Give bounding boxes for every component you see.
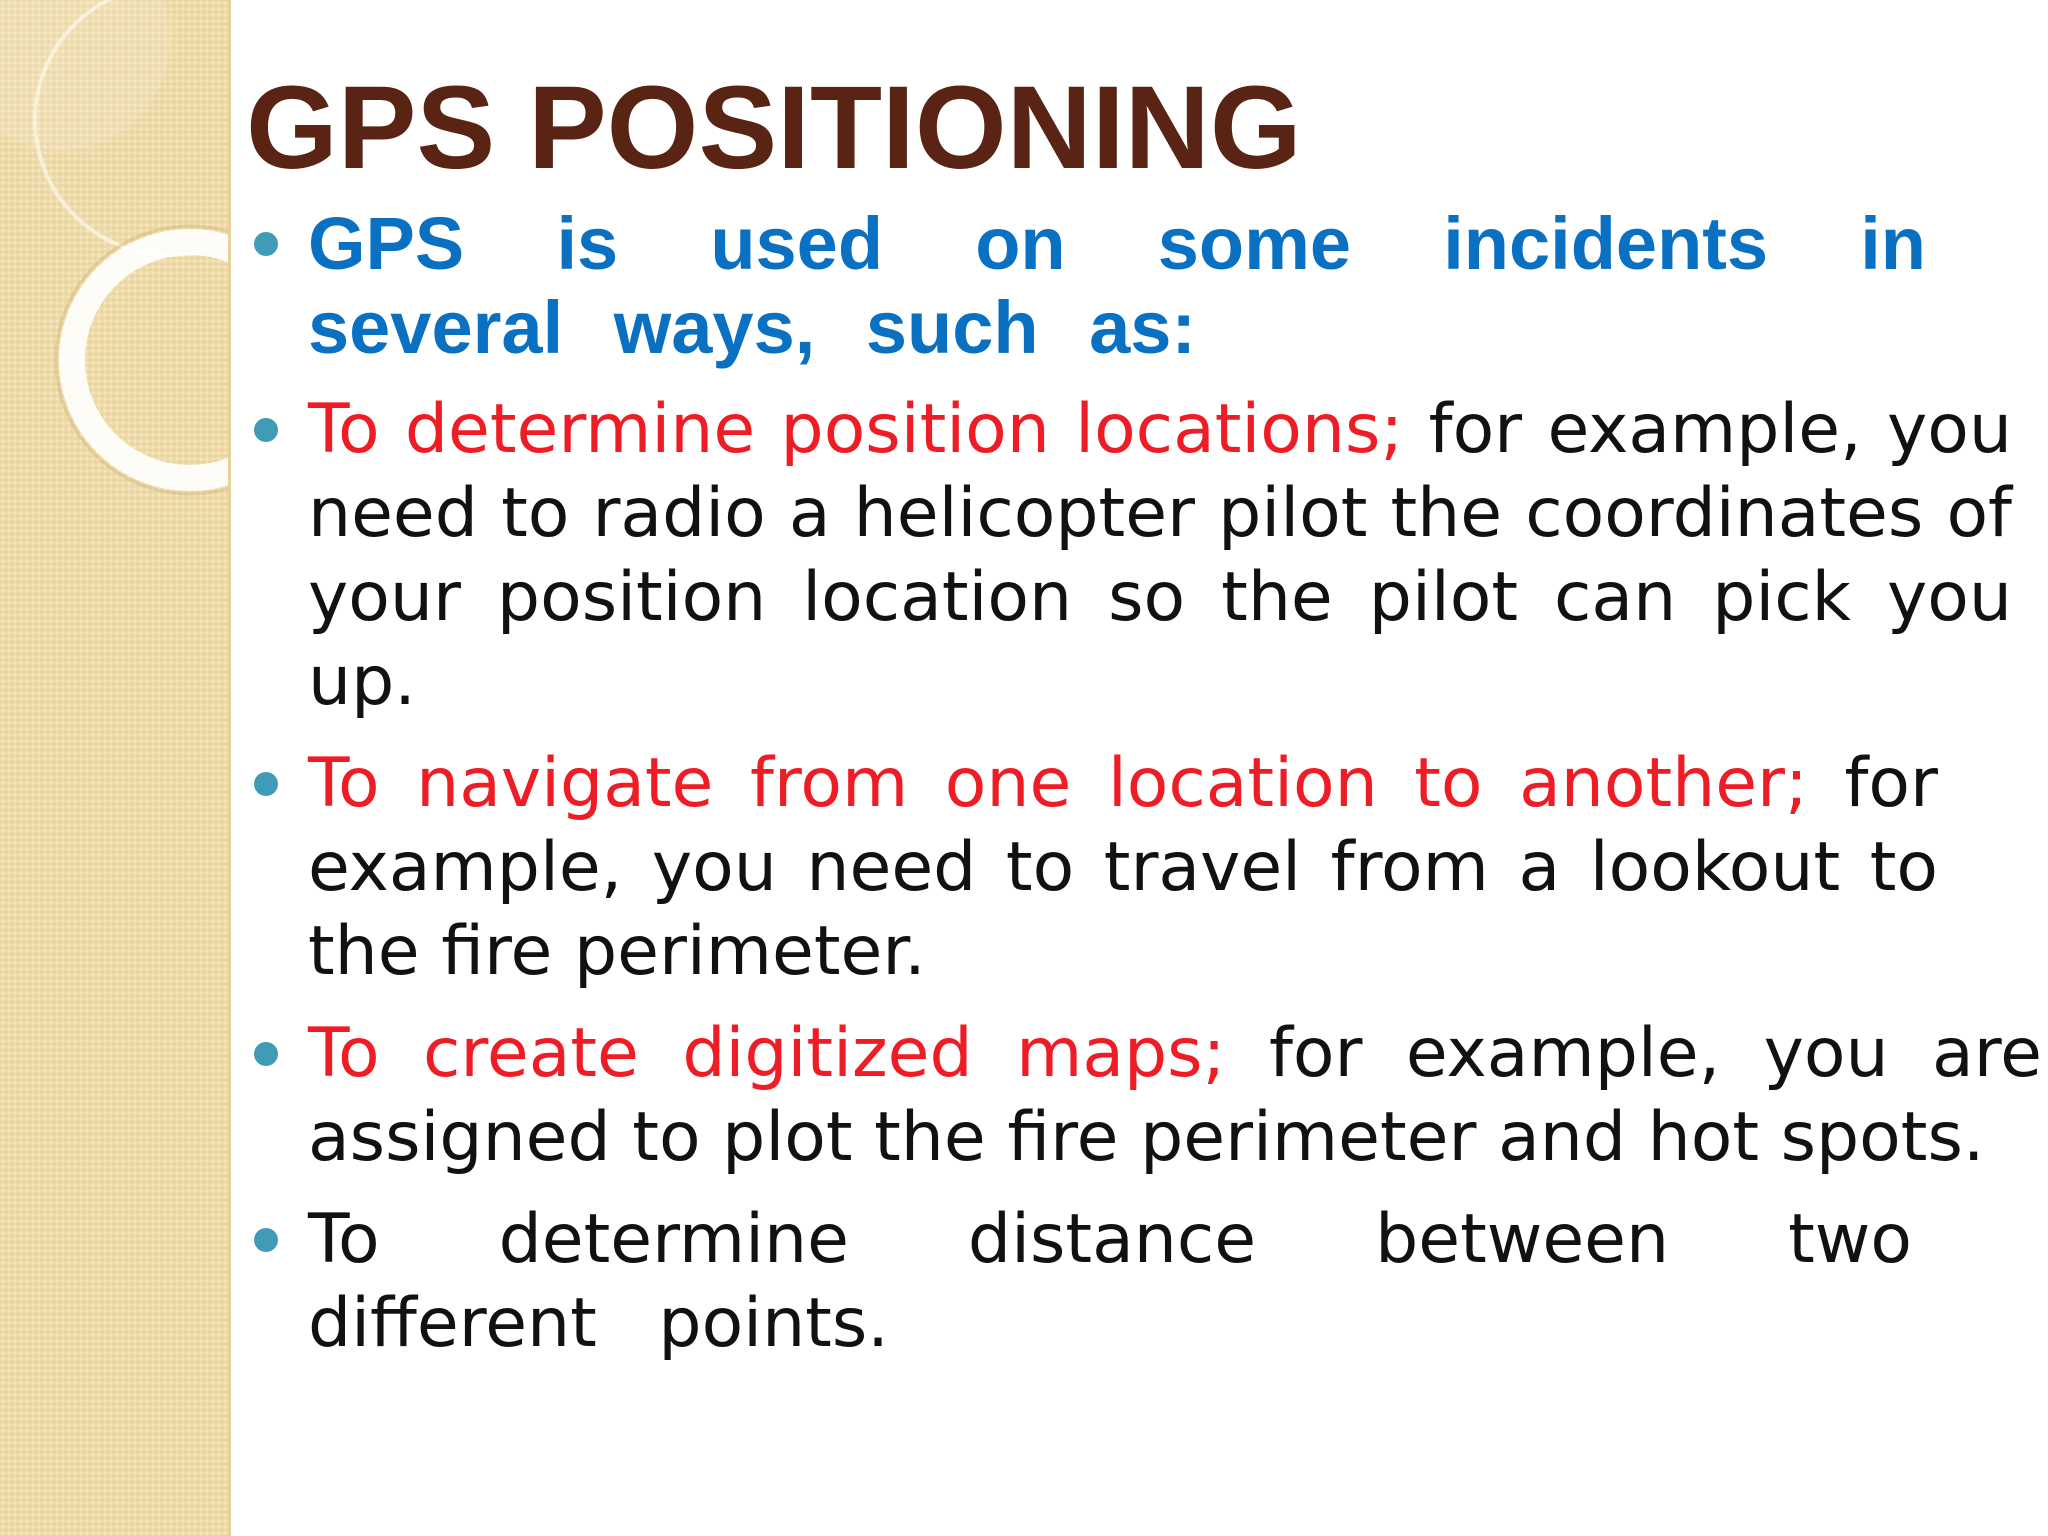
bullet-dot-icon	[254, 1228, 278, 1252]
bullet-item-maps	[246, 1012, 2042, 1180]
decorative-rings	[0, 0, 228, 520]
slide-content	[246, 58, 2042, 1384]
bullet-dot-icon	[254, 418, 278, 442]
bullet-list	[246, 202, 2042, 1366]
bullet-text: To determine distance between two different points.	[308, 1200, 1912, 1363]
bullet-text: GPS is used on some incidents in several ways, such as:	[308, 202, 1926, 369]
bullet-dot-icon	[254, 772, 278, 796]
bullet-lead: To navigate from one location to another;	[308, 744, 1808, 823]
slide-title: GPS POSITIONING	[246, 62, 1302, 194]
bullet-item-position	[246, 388, 2012, 724]
bullet-item-distance	[246, 1198, 1912, 1366]
bullet-dot-icon	[254, 232, 278, 256]
bullet-text: for example, you need to travel from a lookout to the fire perimeter.	[308, 744, 1938, 991]
bullet-text: for example, you need to radio a helicopter pilot the coordinates of your position location so the pilot can pick you up.	[308, 390, 2012, 721]
bullet-item-intro	[246, 202, 1926, 370]
bullet-text: for example, you are assigned to plot the fire perimeter and hot spots.	[308, 1014, 2042, 1177]
bullet-lead: To create digitized maps;	[308, 1014, 1226, 1093]
decorative-side-panel	[0, 0, 231, 1536]
bullet-item-navigate	[246, 742, 1938, 994]
bullet-dot-icon	[254, 1042, 278, 1066]
bullet-lead: To determine position locations;	[308, 390, 1404, 469]
